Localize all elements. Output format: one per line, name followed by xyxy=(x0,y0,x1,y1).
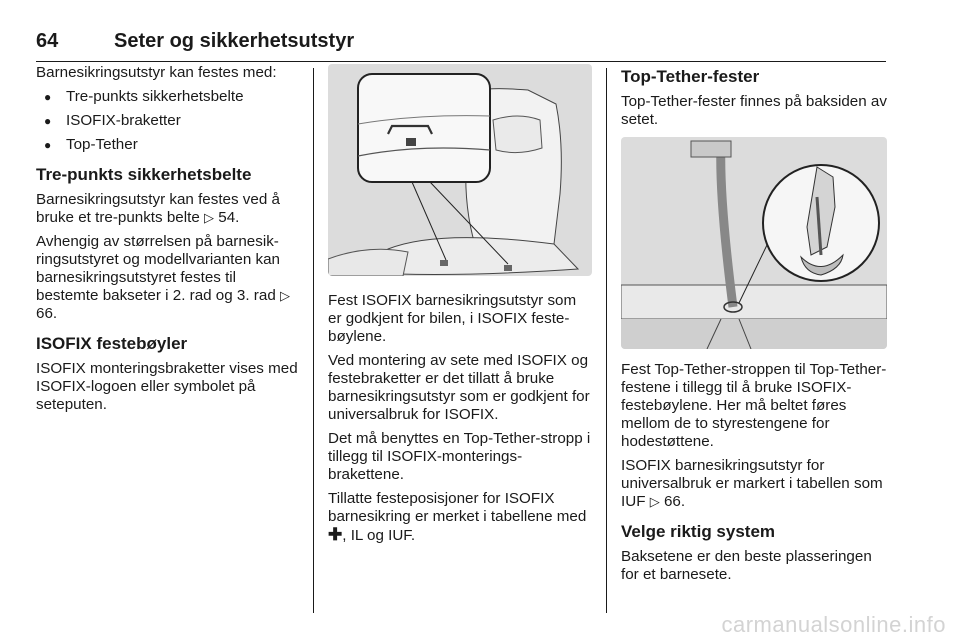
page-reference-link[interactable]: 54. xyxy=(218,209,240,226)
list-item: ● Tre-punkts sikkerhetsbelte xyxy=(36,88,298,106)
isofix-seat-illustration xyxy=(328,64,592,276)
paragraph-fasten-top-tether: Fest Top-Tether-stroppen til Top-Tether-festene i tillegg til å bruke ISOFIX-festebøylene. Her må beltet føres mellom de to styrestengene for hodestøttene. xyxy=(621,361,887,450)
column-3 xyxy=(621,64,887,590)
page-reference-arrow-icon: ▷ xyxy=(280,288,290,303)
section-title: Seter og sikkerhetsutstyr xyxy=(114,30,355,52)
header-divider xyxy=(36,61,886,62)
paragraph-isofix: ISOFIX monteringsbraketter vises med ISOFIX-logoen eller symbolet på seteputen. xyxy=(36,360,298,413)
intro-paragraph: Barnesikringsutstyr kan festes med: xyxy=(36,64,277,81)
paragraph-choose-system: Baksetene er den beste plasseringen for et barnesete. xyxy=(621,548,872,583)
list-item: ● ISOFIX-braketter xyxy=(36,112,298,130)
page-number: 64 xyxy=(36,30,59,52)
paragraph-universal xyxy=(621,457,887,511)
paragraph-size xyxy=(36,233,298,323)
paragraph-text: , IL og IUF. xyxy=(342,527,416,544)
paragraph-positions xyxy=(328,490,592,545)
paragraph-fasten-isofix: Fest ISOFIX barnesikringsutstyr som er godkjent for bilen, i ISOFIX feste-bøylene. xyxy=(328,292,577,345)
column-1 xyxy=(36,64,298,420)
paragraph-text: ISOFIX barnesikringsutstyr for universalbruk er markert i tabellen som IUF xyxy=(621,457,883,510)
list-item: ● Top-Tether xyxy=(36,136,298,154)
paragraph-text: Avhengig av størrelsen på barnesik-ringsutstyret og modellvarianten kan barnesikringsutstyret festes til bestemte bakseter i 2. rad og 3. rad xyxy=(36,233,280,304)
page-reference-arrow-icon: ▷ xyxy=(204,210,215,225)
heading-isofix: ISOFIX festebøyler xyxy=(36,334,188,353)
column-divider-2 xyxy=(606,68,607,613)
column-divider-1 xyxy=(313,68,314,613)
attachment-list xyxy=(36,88,298,154)
isofix-plus-icon: ✚ xyxy=(328,525,343,544)
heading-three-point-belt: Tre-punkts sikkerhetsbelte xyxy=(36,165,252,184)
paragraph-belt xyxy=(36,191,298,227)
paragraph-mounting: Ved montering av sete med ISOFIX og festebraketter er det tillatt å bruke barnesikringsutstyr som er godkjent for universalbruk for ISOFIX. xyxy=(328,352,590,423)
paragraph-top-tether-location: Top-Tether-fester finnes på baksiden av setet. xyxy=(621,93,887,128)
paragraph-text: Tillatte festeposisjoner for ISOFIX barnesikring er merket i tabellene med xyxy=(328,490,587,525)
top-tether-illustration xyxy=(621,137,887,349)
page-header xyxy=(36,14,886,52)
column-2 xyxy=(328,64,592,551)
watermark: carmanualsonline.info xyxy=(721,612,946,637)
heading-choose-system: Velge riktig system xyxy=(621,522,776,541)
page-reference-arrow-icon: ▷ xyxy=(649,494,660,509)
paragraph-top-tether-strap: Det må benyttes en Top-Tether-stropp i tillegg til ISOFIX-monterings-brakettene. xyxy=(328,430,591,483)
page-reference-link[interactable]: 66. xyxy=(36,305,58,322)
heading-top-tether: Top-Tether-fester xyxy=(621,67,760,86)
paragraph-text: Barnesikringsutstyr kan festes ved å bruke et tre-punkts belte xyxy=(36,191,280,226)
page-reference-link[interactable]: 66. xyxy=(663,493,686,510)
